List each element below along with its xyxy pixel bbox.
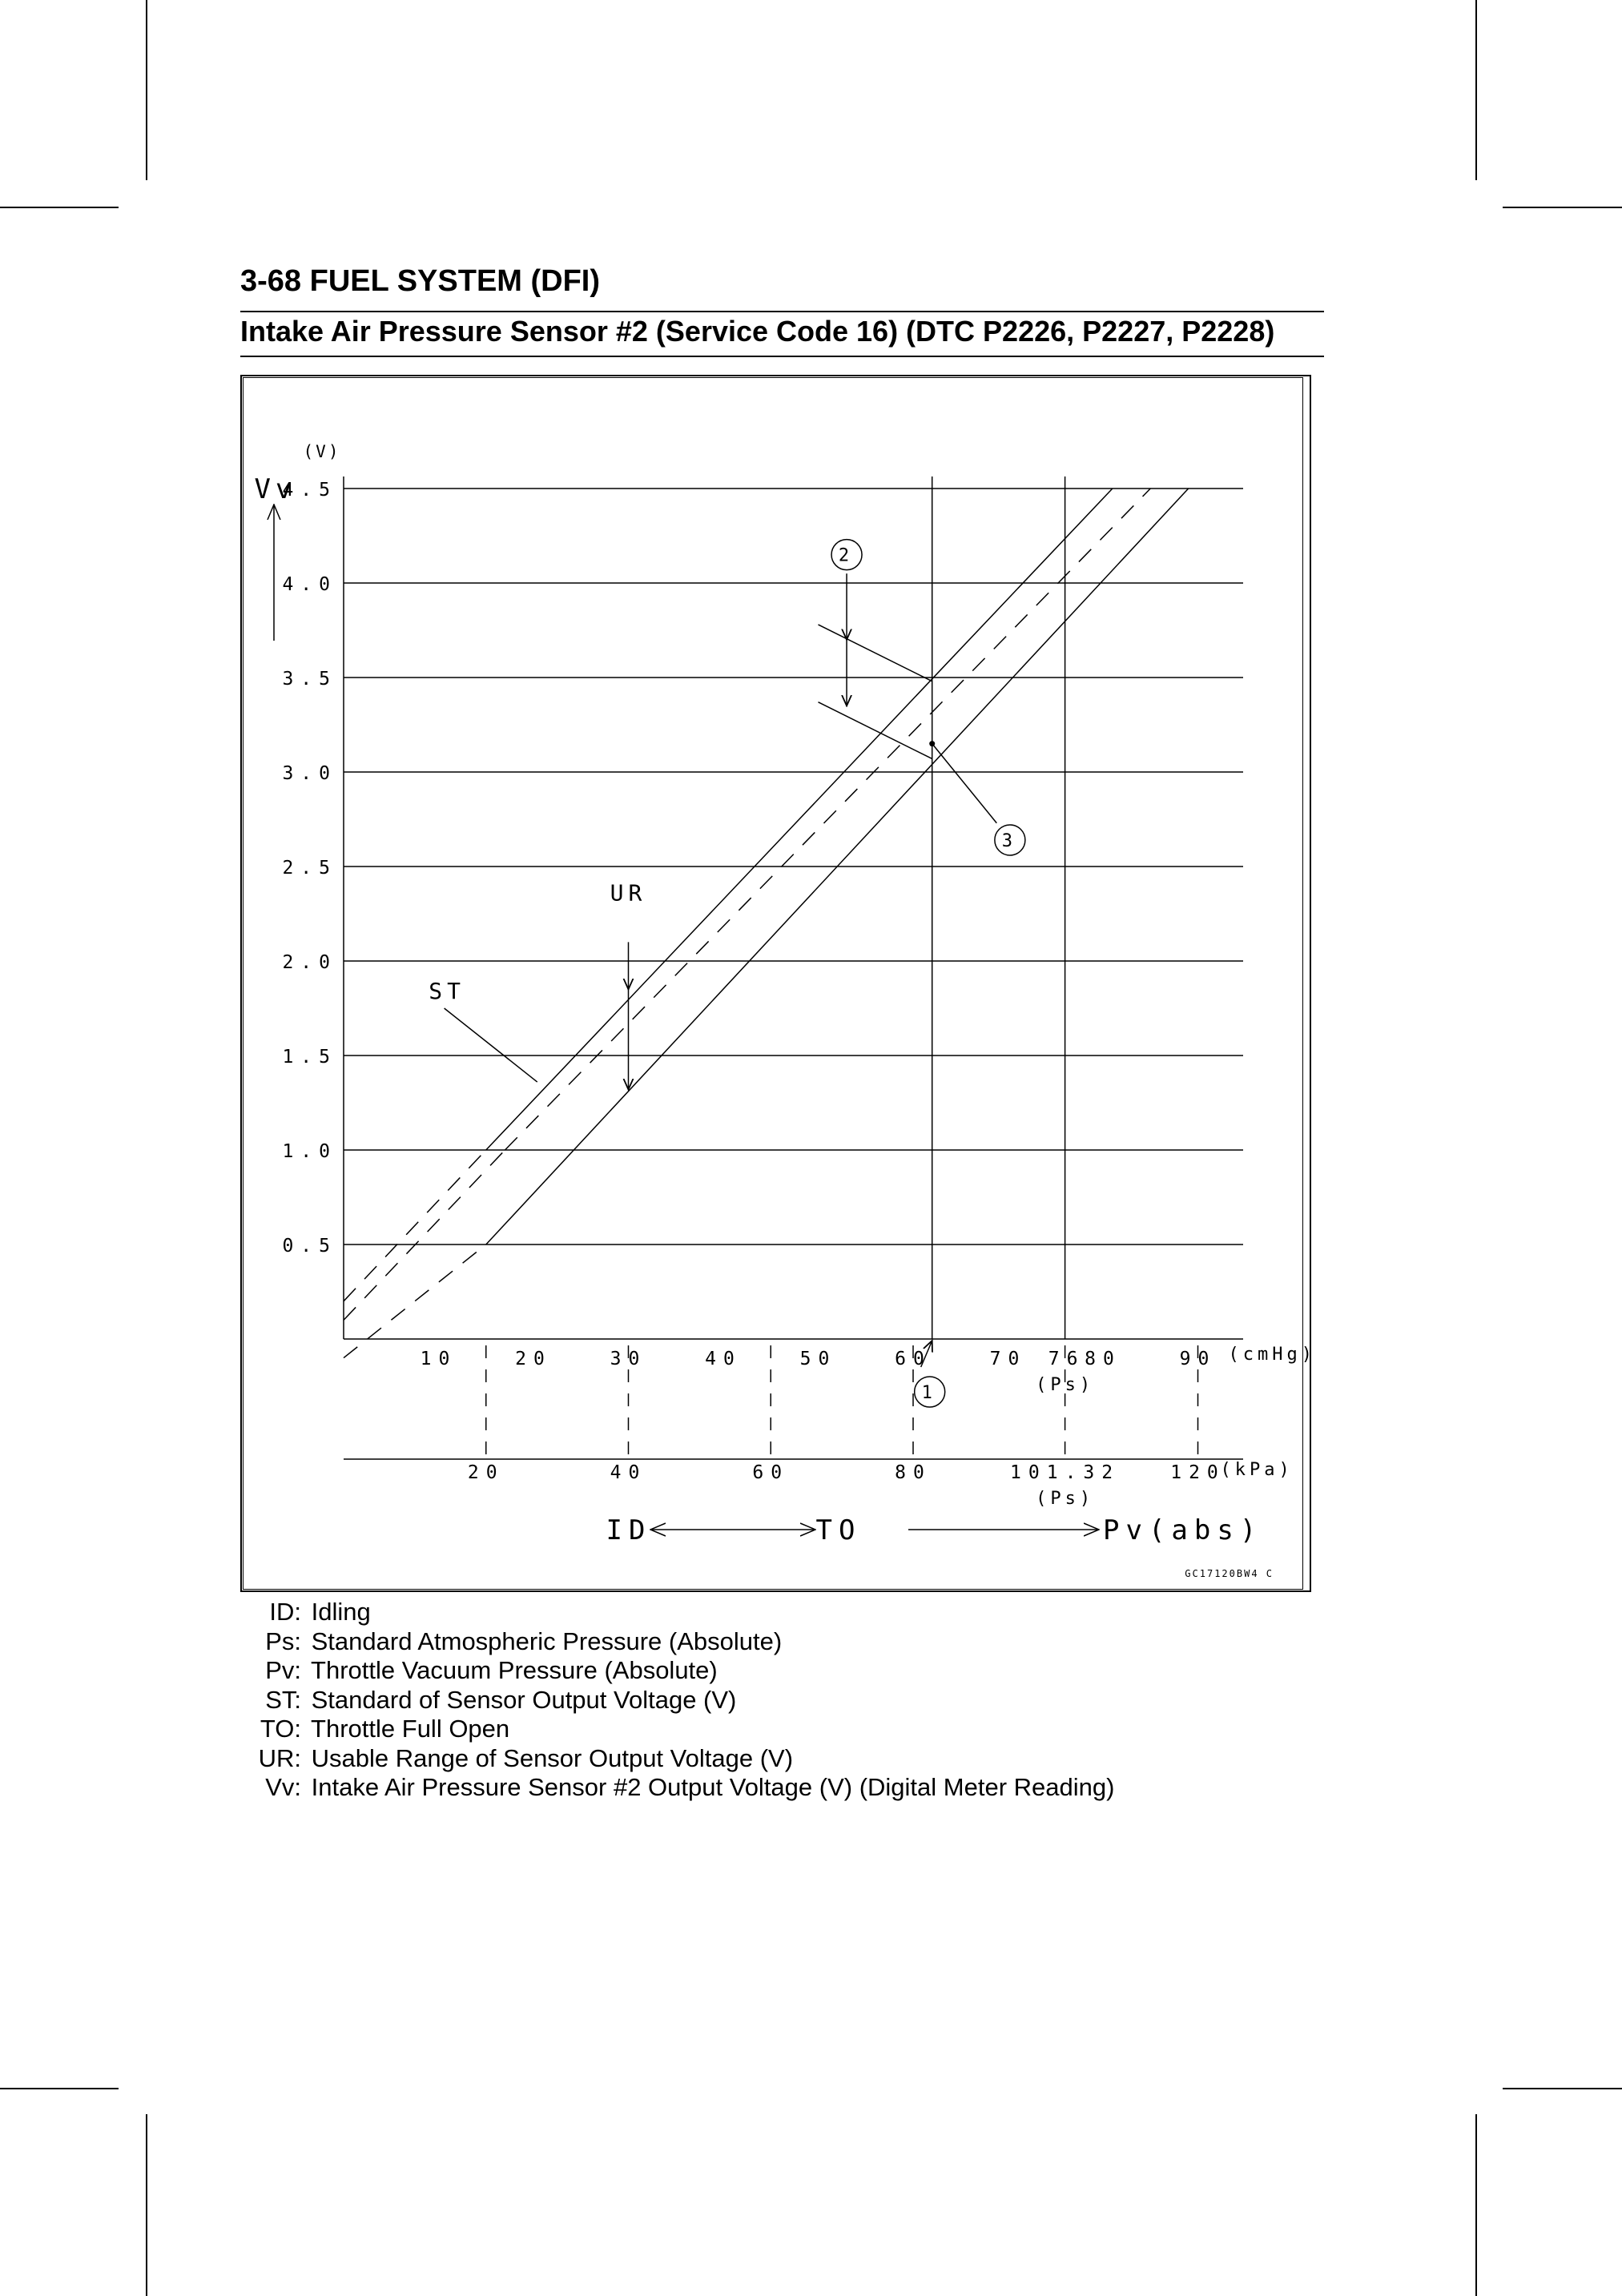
- x-tick-label-cmhg: 10: [420, 1349, 457, 1369]
- series-line: [486, 489, 1113, 1150]
- x-tick-label-cmhg: 90: [1179, 1349, 1217, 1369]
- y-tick-label: 2.0: [282, 952, 337, 973]
- ps-label-kpa: (Ps): [1036, 1489, 1095, 1509]
- crop-mark-top-left-vertical: [146, 0, 147, 180]
- crop-mark-top-left-horizontal: [0, 207, 119, 208]
- callout-3-number: 3: [1001, 830, 1018, 851]
- series-extension-dashed: [344, 1150, 505, 1320]
- x-unit-cmhg: (cmHg): [1228, 1345, 1316, 1365]
- voltage-pressure-chart: [242, 376, 1316, 1590]
- callout-1-number: 1: [921, 1383, 938, 1403]
- callout2-upper-tick: [819, 625, 932, 682]
- text-layer: [255, 442, 1316, 1579]
- legend-key: ST:: [265, 1685, 301, 1714]
- x-tick-label-kpa: 101.32: [1010, 1462, 1121, 1483]
- x-tick-label-cmhg: 30: [610, 1349, 647, 1369]
- legend-row-vv: [240, 1773, 1114, 1803]
- legend-key: ID:: [269, 1598, 301, 1626]
- y-tick-label: 1.5: [282, 1047, 337, 1068]
- x-tick-label-cmhg: 80: [1085, 1349, 1121, 1369]
- y-tick-label: 3.5: [282, 669, 337, 690]
- crop-mark-top-right-horizontal: [1503, 207, 1622, 208]
- legend-text: Standard Atmospheric Pressure (Absolute): [304, 1627, 783, 1655]
- y-tick-label: 4.0: [282, 574, 337, 595]
- y-tick-label: 0.5: [282, 1236, 337, 1257]
- flow-label-pv: Pv(abs): [1103, 1514, 1263, 1546]
- legend-key: Ps:: [265, 1627, 301, 1655]
- callout3-leader: [932, 744, 997, 823]
- legend-text: Intake Air Pressure Sensor #2 Output Voltage (V) (Digital Meter Reading): [304, 1773, 1115, 1801]
- legend-row-st: [240, 1686, 1114, 1715]
- x-tick-label-kpa: 20: [467, 1462, 505, 1483]
- legend-list: [240, 1598, 1114, 1803]
- crop-mark-bottom-left-vertical: [146, 2114, 147, 2296]
- figure-code: GC17120BW4 C: [1185, 1568, 1274, 1579]
- st-leader-line: [445, 1008, 537, 1082]
- legend-text: Usable Range of Sensor Output Voltage (V): [304, 1743, 794, 1772]
- y-axis-symbol: Vv: [254, 473, 297, 505]
- series-layer: [344, 489, 1189, 1358]
- x-unit-kpa: (kPa): [1220, 1460, 1294, 1480]
- section-rule: [240, 356, 1324, 357]
- y-tick-label: 4.5: [282, 480, 337, 501]
- legend-key: TO:: [260, 1715, 301, 1743]
- x-tick-label-cmhg: 40: [705, 1349, 742, 1369]
- series-extension-dashed: [344, 1245, 486, 1358]
- legend-row-id: [240, 1598, 1114, 1627]
- x-tick-label-kpa: 40: [610, 1462, 647, 1483]
- section-title: Intake Air Pressure Sensor #2 (Service Code 16) (DTC P2226, P2227, P2228): [240, 315, 1275, 348]
- header-rule: [240, 311, 1324, 312]
- legend-row-ps: [240, 1627, 1114, 1657]
- flow-label-id: ID: [606, 1514, 652, 1546]
- crop-mark-bottom-right-vertical: [1475, 2114, 1477, 2296]
- x-tick-label-cmhg: 60: [895, 1349, 932, 1369]
- y-tick-label: 1.0: [282, 1141, 337, 1162]
- x-tick-label-kpa: 120: [1170, 1462, 1226, 1483]
- legend-text: Standard of Sensor Output Voltage (V): [304, 1685, 737, 1714]
- page-header: 3-68 FUEL SYSTEM (DFI): [240, 264, 601, 298]
- ps-label-cmhg: (Ps): [1036, 1375, 1095, 1395]
- label-ur: UR: [610, 879, 647, 907]
- x-tick-label-kpa: 60: [752, 1462, 790, 1483]
- annotation-layer: [274, 505, 1099, 1530]
- flow-label-to: TO: [815, 1514, 862, 1546]
- legend-key: Vv:: [265, 1773, 301, 1801]
- y-tick-label: 2.5: [282, 858, 337, 879]
- x-tick-label-cmhg: 50: [799, 1349, 837, 1369]
- legend-row-to: [240, 1715, 1114, 1744]
- legend-key: UR:: [258, 1743, 301, 1772]
- y-tick-label: 3.0: [282, 763, 337, 784]
- y-unit-label: (V): [303, 442, 341, 461]
- legend-text: Throttle Full Open: [304, 1715, 510, 1743]
- legend-text: Idling: [304, 1598, 371, 1626]
- x-tick-label-cmhg: 70: [989, 1349, 1027, 1369]
- legend-row-ur: [240, 1744, 1114, 1774]
- legend-key: Pv:: [265, 1656, 301, 1684]
- crop-mark-top-right-vertical: [1475, 0, 1477, 180]
- series-extension-dashed: [344, 1150, 486, 1301]
- series-line: [505, 489, 1150, 1150]
- legend-row-pv: [240, 1656, 1114, 1686]
- x-tick-label-cmhg: 20: [515, 1349, 552, 1369]
- label-st: ST: [429, 978, 466, 1005]
- figure-frame: [240, 375, 1316, 1592]
- x-tick-label-kpa: 80: [895, 1462, 932, 1483]
- callout-2-number: 2: [838, 545, 855, 566]
- crop-mark-bottom-left-horizontal: [0, 2088, 119, 2089]
- legend-text: Throttle Vacuum Pressure (Absolute): [304, 1656, 718, 1684]
- crop-mark-bottom-right-horizontal: [1503, 2088, 1622, 2089]
- grid-layer: [344, 476, 1243, 1459]
- x-tick-label-ps-cmhg: 76: [1048, 1349, 1085, 1369]
